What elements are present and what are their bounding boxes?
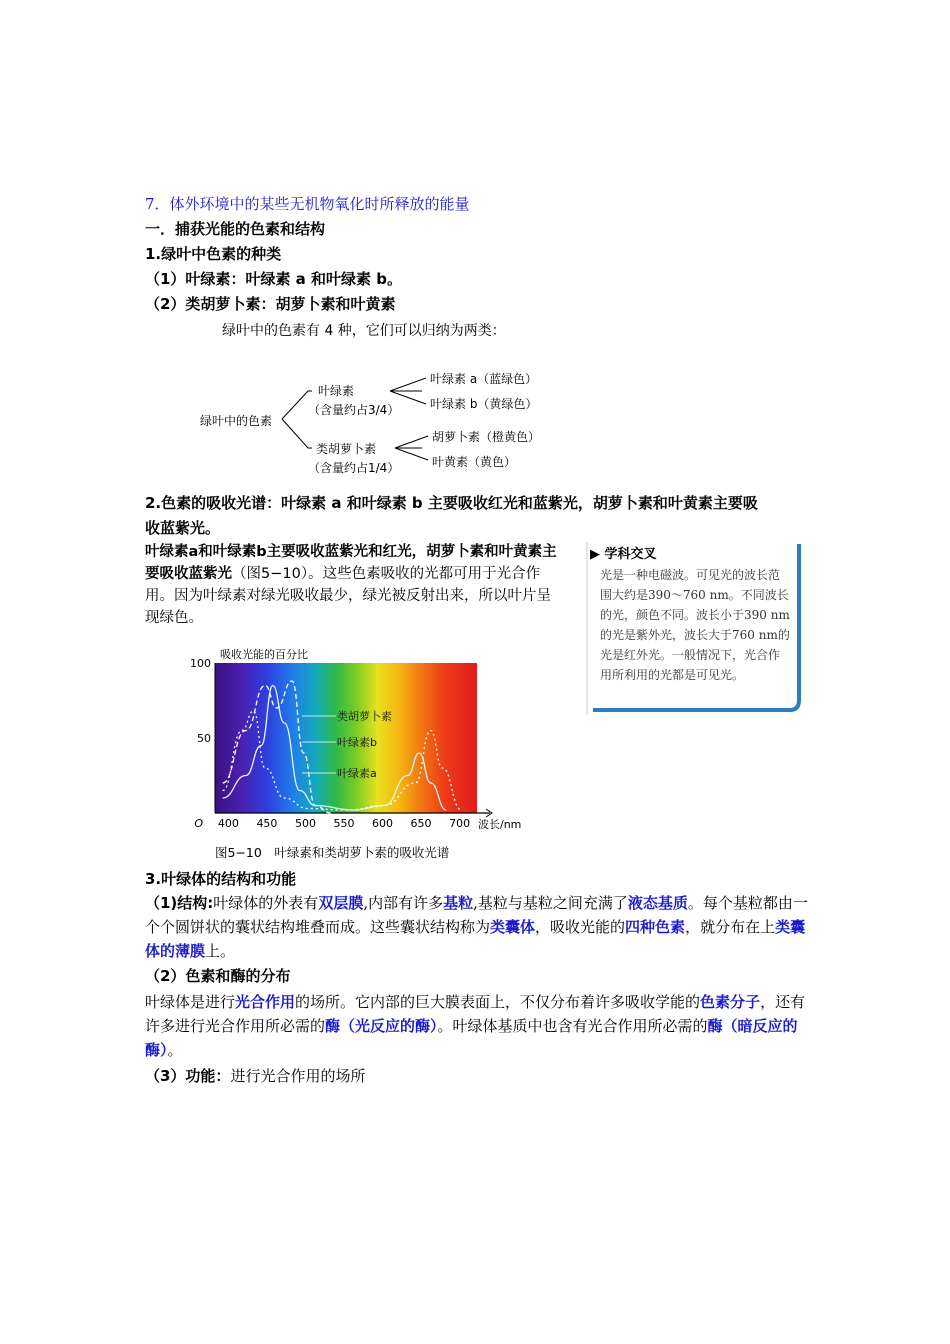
- triangle-icon: ▶: [590, 547, 600, 562]
- x-tick-label: 500: [294, 817, 316, 830]
- section-title: 一．捕获光能的色素和结构: [145, 220, 326, 238]
- y-tick-label: O: [194, 817, 203, 830]
- diagram-root: 绿叶中的色素: [200, 414, 273, 428]
- x-tick-label: 400: [217, 817, 239, 830]
- textbook-rest: （图5−10）。这些色素吸收的光都可用于光合作用。因为叶绿素对绿光吸收最少，绿光被反射出来，所以叶片呈现绿色。: [145, 566, 551, 626]
- subsection-3-title: 3.叶绿体的结构和功能: [145, 870, 297, 888]
- sidebar-title-row: [590, 543, 657, 562]
- heading-7: 7．体外环境中的某些无机物氧化时所释放的能量: [145, 195, 470, 213]
- highlight-photosynthesis: 光合作用: [235, 993, 296, 1011]
- diagram-xanthophyll: 叶黄素（黄色）: [432, 455, 517, 469]
- diagram-carotenoid-content: （含量约占1/4）: [308, 461, 400, 475]
- textbook-bold: 叶绿素a和叶绿素b主要吸收蓝紫光和红光，胡萝卜素和叶黄素主要吸收蓝紫光: [145, 544, 557, 582]
- structure-text: ,内部有许多: [363, 894, 444, 912]
- highlight-thylakoid: 类囊体: [490, 918, 536, 936]
- highlight-grana: 基粒: [443, 894, 474, 912]
- highlight-double-membrane: 双层膜: [318, 894, 364, 912]
- distribution-text: ，还有许多进行光合作用所必需的: [145, 993, 806, 1035]
- structure-text: ,基粒与基粒之间充满了: [473, 894, 628, 912]
- diagram-chlorophyll: 叶绿素: [318, 384, 355, 398]
- series-label: 叶绿素b: [337, 736, 377, 749]
- diagram-carotene: 胡萝卜素（橙黄色）: [432, 430, 541, 444]
- series-label: 叶绿素a: [337, 767, 377, 780]
- sidebar-body: 光是一种电磁波。可见光的波长范围大约是390～760 nm。不同波长的光，颜色不同。波长小于390 nm的光是紫外光，波长大于760 nm的光是红外光。一般情况下，光合作用所利用的光都是可见光。: [600, 568, 790, 682]
- structure-label: （1)结构:: [145, 894, 214, 912]
- structure-text: ，就分布在上: [685, 918, 776, 936]
- item-chlorophyll: （1）叶绿素：叶绿素 a 和叶绿素 b。: [145, 270, 402, 288]
- distribution-text: 的场所。它内部的巨大膜表面上，不仅分布着许多吸收学能的: [295, 993, 701, 1011]
- highlight-thylakoid-membrane: 类囊体的薄膜: [145, 918, 806, 960]
- function-text: 进行光合作用的场所: [230, 1067, 366, 1085]
- highlight-pigment-molecules: 色素分子: [700, 993, 761, 1011]
- highlight-stroma: 液态基质: [627, 894, 688, 912]
- subsection-2-line1: 2.色素的吸收光谱：叶绿素 a 和叶绿素 b 主要吸收红光和蓝紫光，胡萝卜素和叶黄素主要吸: [145, 494, 758, 512]
- highlight-four-pigments: 四种色素: [625, 918, 686, 936]
- subsection-2-line2: 收蓝紫光。: [145, 519, 221, 537]
- distribution-paragraph: [145, 990, 810, 1062]
- diagram-chlorophyll-content: （含量约占3/4）: [308, 403, 400, 417]
- absorption-chart: [190, 640, 535, 840]
- diagram-carotenoid: 类胡萝卜素: [316, 442, 377, 456]
- item-carotenoid: （2）类胡萝卜素：胡萝卜素和叶黄素: [145, 295, 396, 313]
- distribution-text: 叶绿体是进行: [145, 993, 236, 1011]
- distribution-text: 。叶绿体基质中也含有光合作用所必需的: [437, 1017, 708, 1035]
- subsection-1-title: 1.绿叶中色素的种类: [145, 245, 282, 263]
- diagram-intro: 绿叶中的色素有 4 种，它们可以归纳为两类：: [222, 323, 506, 339]
- sidebar-title: 学科交叉: [604, 547, 657, 562]
- x-tick-label: 700: [449, 817, 471, 830]
- chart-xlabel: 波长/nm: [478, 818, 522, 831]
- highlight-dark-reaction-enzymes: 酶（暗反应的酶）: [145, 1017, 798, 1059]
- structure-text: ，吸收光能的: [535, 918, 626, 936]
- textbook-paragraph: [145, 541, 560, 629]
- function-label: （3）功能：: [145, 1067, 231, 1085]
- x-tick-label: 650: [410, 817, 432, 830]
- diagram-chl-b: 叶绿素 b（黄绿色）: [430, 397, 538, 411]
- diagram-chl-a: 叶绿素 a（蓝绿色）: [430, 372, 538, 386]
- chart-ylabel: 吸收光能的百分比: [220, 648, 308, 661]
- y-tick-label: 50: [197, 732, 211, 745]
- x-tick-label: 550: [333, 817, 355, 830]
- function-line: [145, 1065, 365, 1087]
- series-label: 类胡萝卜素: [337, 710, 392, 723]
- x-tick-label: 600: [372, 817, 394, 830]
- distribution-text: 。: [167, 1041, 183, 1059]
- structure-paragraph: [145, 891, 810, 963]
- structure-text: 叶绿体的外表有: [213, 894, 319, 912]
- highlight-light-reaction-enzymes: 酶（光反应的酶）: [325, 1017, 438, 1035]
- chart-caption: 图5−10 叶绿素和类胡萝卜素的吸收光谱: [215, 845, 450, 860]
- structure-text: 上。: [205, 942, 236, 960]
- structure-text: 。每个基粒都由一个个圆饼状的囊状结构堆叠而成。这些囊状结构称为: [145, 894, 808, 936]
- y-tick-label: 100: [190, 657, 211, 670]
- distribution-title: （2）色素和酶的分布: [145, 967, 291, 985]
- x-tick-label: 450: [256, 817, 278, 830]
